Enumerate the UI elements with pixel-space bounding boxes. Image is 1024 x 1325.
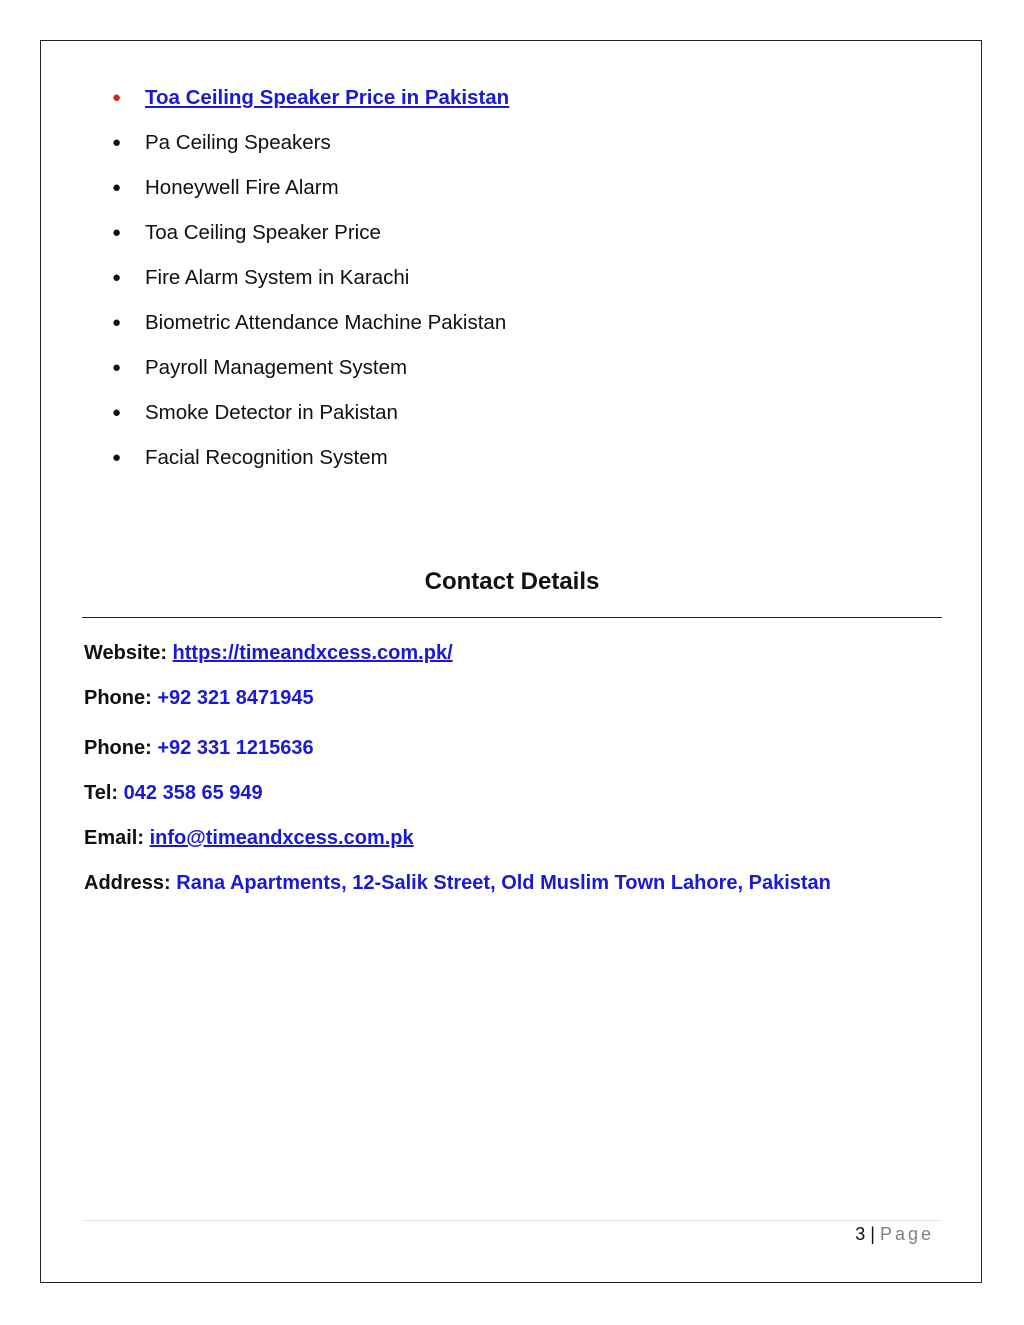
phone-label: Phone:: [84, 737, 152, 759]
address-value: Rana Apartments, 12-Salik Street, Old Muslim Town Lahore, Pakistan: [176, 872, 831, 894]
bullet-dot-icon: ●: [112, 89, 122, 106]
list-item[interactable]: [112, 84, 509, 129]
phone-row: [84, 684, 314, 712]
email-row: [84, 824, 414, 852]
bullet-text: Payroll Management System: [145, 356, 408, 379]
contact-details-heading: Contact Details: [424, 568, 600, 595]
bullet-dot-icon: ●: [112, 314, 122, 331]
page-word: Page: [879, 1224, 934, 1244]
list-item: [112, 219, 509, 264]
bullet-dot-icon: ●: [112, 179, 122, 196]
page-number: 3: [855, 1224, 866, 1244]
website-label: Website:: [84, 642, 167, 664]
bullet-link[interactable]: Toa Ceiling Speaker Price in Pakistan: [145, 86, 510, 109]
phone-row-2: [84, 734, 314, 762]
phone-value: +92 331 1215636: [157, 737, 314, 759]
list-item: [112, 174, 509, 219]
footer-divider: [82, 1220, 942, 1221]
bullet-text: Facial Recognition System: [145, 446, 388, 469]
list-item: [112, 399, 509, 444]
email-label: Email:: [84, 827, 145, 849]
list-item: [112, 444, 509, 489]
address-row: [84, 869, 831, 897]
phone-label: Phone:: [84, 687, 152, 709]
bullet-text: Honeywell Fire Alarm: [145, 176, 339, 199]
list-item: [112, 264, 509, 309]
bullet-dot-icon: ●: [112, 269, 122, 286]
list-item: [112, 309, 509, 354]
tel-row: [84, 779, 263, 807]
tel-value: 042 358 65 949: [123, 782, 263, 804]
bullet-text: Biometric Attendance Machine Pakistan: [145, 311, 507, 334]
email-link[interactable]: info@timeandxcess.com.pk: [149, 827, 414, 849]
list-item: [112, 129, 509, 174]
bullet-list: [112, 84, 509, 489]
bullet-dot-icon: ●: [112, 224, 122, 241]
bullet-text: Smoke Detector in Pakistan: [145, 401, 398, 424]
tel-label: Tel:: [84, 782, 119, 804]
website-row: [84, 639, 453, 667]
footer-separator: |: [870, 1224, 875, 1244]
bullet-dot-icon: ●: [112, 449, 122, 466]
bullet-dot-icon: ●: [112, 359, 122, 376]
address-label: Address:: [84, 872, 171, 894]
bullet-text: Fire Alarm System in Karachi: [145, 266, 410, 289]
website-link[interactable]: https://timeandxcess.com.pk/: [172, 642, 453, 664]
list-item: [112, 354, 509, 399]
heading-divider: [82, 617, 942, 618]
bullet-dot-icon: ●: [112, 134, 122, 151]
phone-value: +92 321 8471945: [157, 687, 314, 709]
bullet-text: Pa Ceiling Speakers: [145, 131, 331, 154]
page-footer: [855, 1222, 934, 1246]
bullet-dot-icon: ●: [112, 404, 122, 421]
bullet-text: Toa Ceiling Speaker Price: [145, 221, 381, 244]
